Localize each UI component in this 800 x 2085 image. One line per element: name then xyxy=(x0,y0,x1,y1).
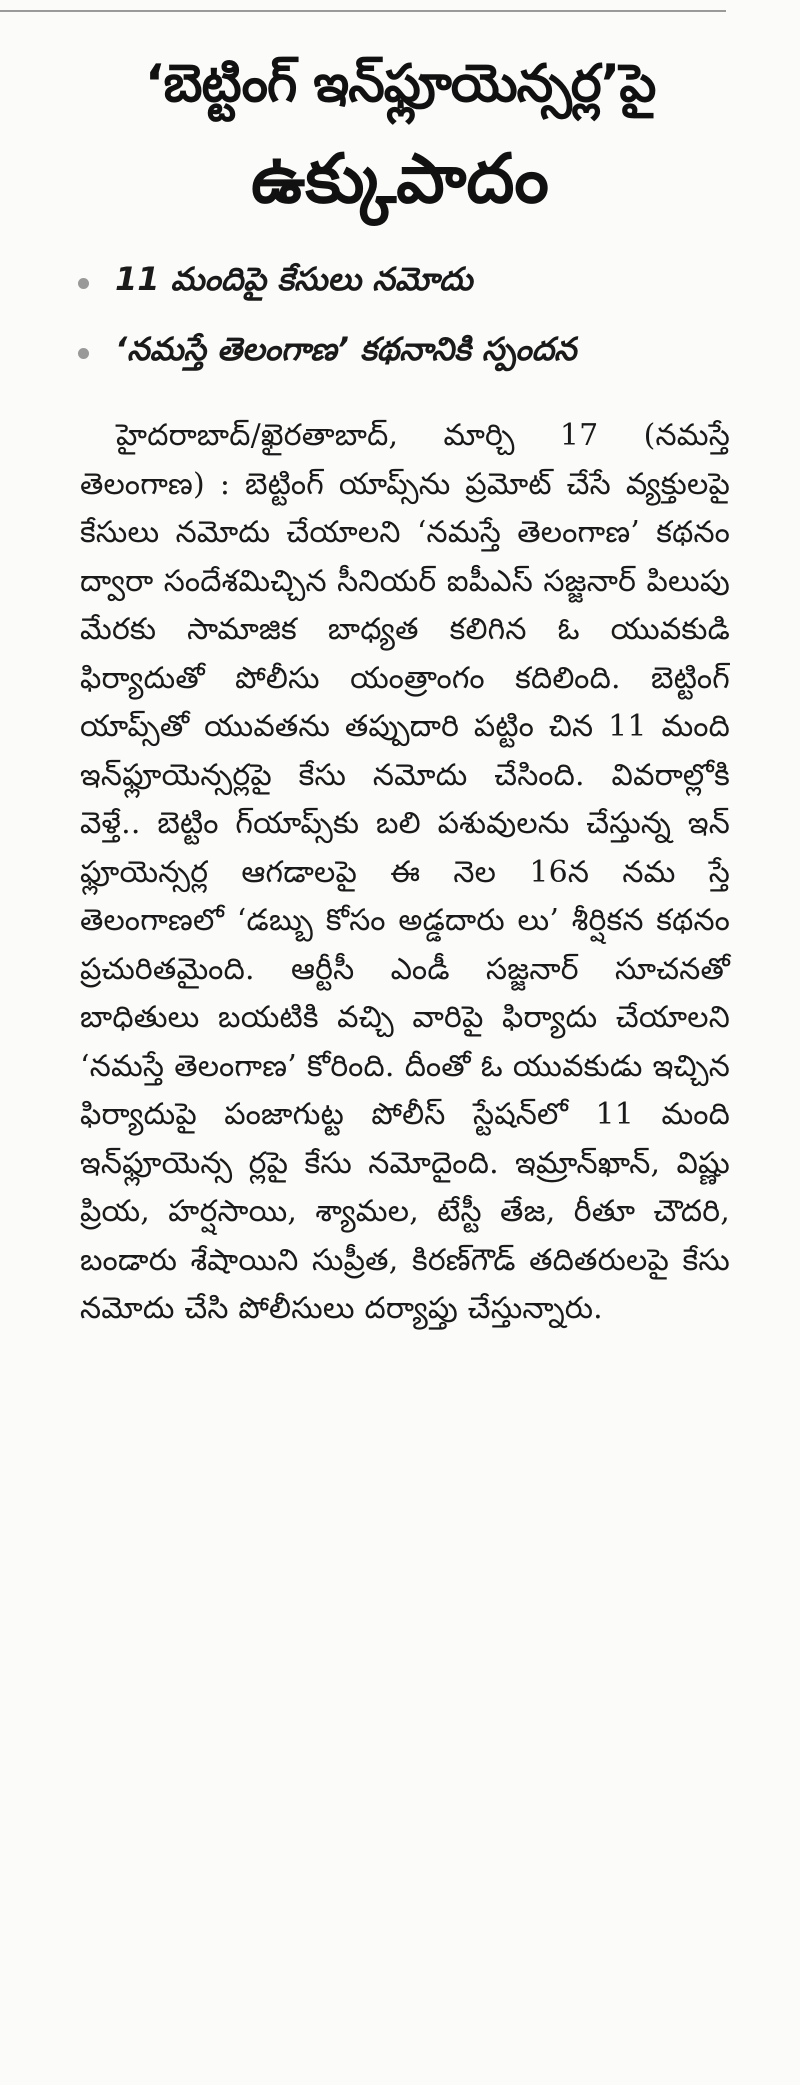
bullet-text: 11 మందిపై కేసులు నమోదు xyxy=(115,260,473,298)
article-body: హైదరాబాద్/ఖైరతాబాద్, మార్చి 17 (నమస్తే తెలంగాణ) : బెట్టింగ్ యాప్స్‌ను ప్రమోట్ చేసే వ్యక్తులపై కేసులు నమోదు చేయాలని ‘నమస్తే తెలంగాణ’ కథనం ద్వారా సందేశమిచ్చిన సీనియర్ ఐపీఎస్ సజ్జనార్ పిలుపు మేరకు సామాజిక బాధ్యత కలిగిన ఓ యువకుడి ఫిర్యాదుతో పోలీసు యంత్రాంగం కదిలింది. బెట్టింగ్ యాప్స్‌తో యువతను తప్పుదారి పట్టిం చిన 11 మంది ఇన్‌ఫ్లూయెన్సర్లపై కేసు నమోదు చేసింది. వివరాల్లోకి వెళ్తే.. బెట్టిం గ్‌యాప్స్‌కు బలి పశువులను చేస్తున్న ఇన్ ఫ్లూయెన్సర్ల ఆగడాలపై ఈ నెల 16న నమ స్తే తెలంగాణలో ‘డబ్బు కోసం అడ్డదారు లు’ శీర్షికన కథనం ప్రచురితమైంది. ఆర్టీసీ ఎండీ సజ్జనార్ సూచనతో బాధితులు బయటికి వచ్చి వారిపై ఫిర్యాదు చేయాలని ‘నమస్తే తెలంగాణ’ కోరింది. దీంతో ఓ యువకుడు ఇచ్చిన ఫిర్యాదుపై పంజాగుట్ట పోలీస్ స్టేషన్‌లో 11 మంది ఇన్‌ఫ్లూయెన్స ర్లపై కేసు నమోదైంది. ఇమ్రాన్‌ఖాన్, విష్ణు ప్రియ, హర్షసాయి, శ్యామల, టేస్టీ తేజ, రీతూ చౌదరి, బండారు శేషాయిని సుప్రీత, కిరణ్‌గౌడ్ తదితరులపై కేసు నమోదు చేసి పోలీసులు దర్యాప్తు చేస్తున్నారు. xyxy=(80,418,730,1326)
subheadline-bullets xyxy=(78,248,768,388)
bullet-item xyxy=(78,318,768,388)
bullet-item xyxy=(78,248,768,318)
bullet-dot-icon xyxy=(78,278,89,289)
headline-line-2: ఉక్కుపాదం xyxy=(251,140,549,219)
bullet-text: ‘నమస్తే తెలంగాణ’ కథనానికి స్పందన xyxy=(115,330,577,368)
bullet-dot-icon xyxy=(78,348,89,359)
headline-line-1: ‘బెట్టింగ్ ఇన్‌ఫ్లూయెన్సర్ల’పై xyxy=(144,54,656,114)
top-divider xyxy=(0,10,726,12)
